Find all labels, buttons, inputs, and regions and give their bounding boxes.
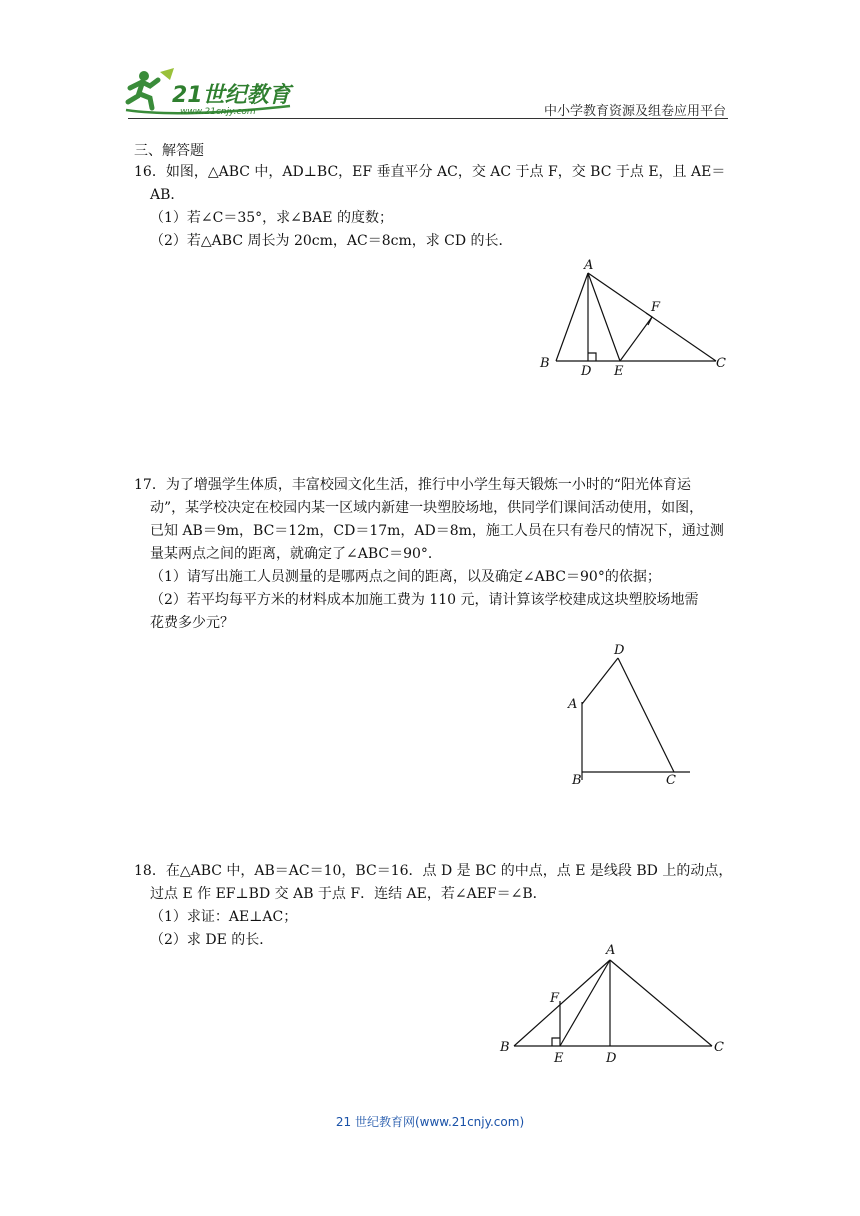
q17-stem-line1: 17．为了增强学生体质，丰富校园文化生活，推行中小学生每天锻炼一小时的“阳光体育运 <box>134 477 691 493</box>
q17-part2-line2: 花费多少元？ <box>150 615 234 631</box>
footer-text[interactable]: 21 世纪教育网(www.21cnjy.com) <box>335 1115 525 1129</box>
q16-label-b: B <box>540 356 550 371</box>
q16-label-c: C <box>716 356 726 371</box>
q17-label-a: A <box>568 697 578 712</box>
q18-stem-line1: 18．在△ABC 中，AB＝AC＝10，BC＝16．点 D 是 BC 的中点，点 E 是线段 BD 上的动点， <box>134 863 733 879</box>
q18-label-c: C <box>714 1040 724 1055</box>
q16-part2: （2）若△ABC 周长为 20cm，AC＝8cm，求 CD 的长． <box>150 233 513 249</box>
q17-label-b: B <box>572 773 582 788</box>
q18-stem-line2: 过点 E 作 EF⊥BD 交 AB 于点 F．连结 AE，若∠AEF＝∠B． <box>150 886 547 902</box>
q18-label-f: F <box>550 991 560 1006</box>
q17-label-c: C <box>666 773 676 788</box>
logo-url-text: www.21cnjy.com <box>180 107 256 117</box>
q16-label-f: F <box>651 300 661 315</box>
question-17 <box>134 474 734 635</box>
q18-label-a: A <box>606 943 616 958</box>
q18-label-d: D <box>606 1051 617 1066</box>
q18-label-e: E <box>554 1051 564 1066</box>
q17-stem-line3: 已知 AB＝9m，BC＝12m，CD＝17m，AD＝8m，施工人员在只有卷尺的情况下，通过测 <box>150 523 724 539</box>
q16-stem-line2: AB． <box>150 187 185 203</box>
logo <box>120 62 300 118</box>
question-16 <box>134 161 734 253</box>
q18-figure <box>496 938 732 1072</box>
q16-label-d: D <box>581 364 592 379</box>
q16-label-a: A <box>584 258 594 273</box>
header-divider <box>128 118 728 119</box>
q17-part1: （1）请写出施工人员测量的是哪两点之间的距离，以及确定∠ABC＝90°的依据； <box>150 569 661 585</box>
q16-stem-line1: 16．如图，△ABC 中，AD⊥BC，EF 垂直平分 AC，交 AC 于点 F，交 BC 于点 E，且 AE＝ <box>134 164 726 180</box>
q16-label-e: E <box>614 364 624 379</box>
q16-figure <box>534 255 734 384</box>
q17-figure <box>564 640 694 794</box>
q17-part2-line1: （2）若平均每平方米的材料成本加施工费为 110 元，请计算该学校建成这块塑胶场地需 <box>150 592 699 608</box>
q18-part2: （2）求 DE 的长． <box>150 932 274 948</box>
logo-main-text: 21世纪教育 <box>172 83 291 108</box>
platform-name: 中小学教育资源及组卷应用平台 <box>543 104 726 119</box>
q17-label-d: D <box>614 643 625 658</box>
q16-part1: （1）若∠C＝35°，求∠BAE 的度数； <box>150 210 393 226</box>
q18-part1: （1）求证：AE⊥AC； <box>150 909 298 925</box>
q18-label-b: B <box>500 1040 510 1055</box>
q17-stem-line4: 量某两点之间的距离，就确定了∠ABC＝90°． <box>150 546 442 562</box>
section-title: 三、解答题 <box>134 143 204 159</box>
q17-stem-line2: 动”，某学校决定在校园内某一区域内新建一块塑胶场地，供同学们课间活动使用，如图， <box>150 500 704 516</box>
